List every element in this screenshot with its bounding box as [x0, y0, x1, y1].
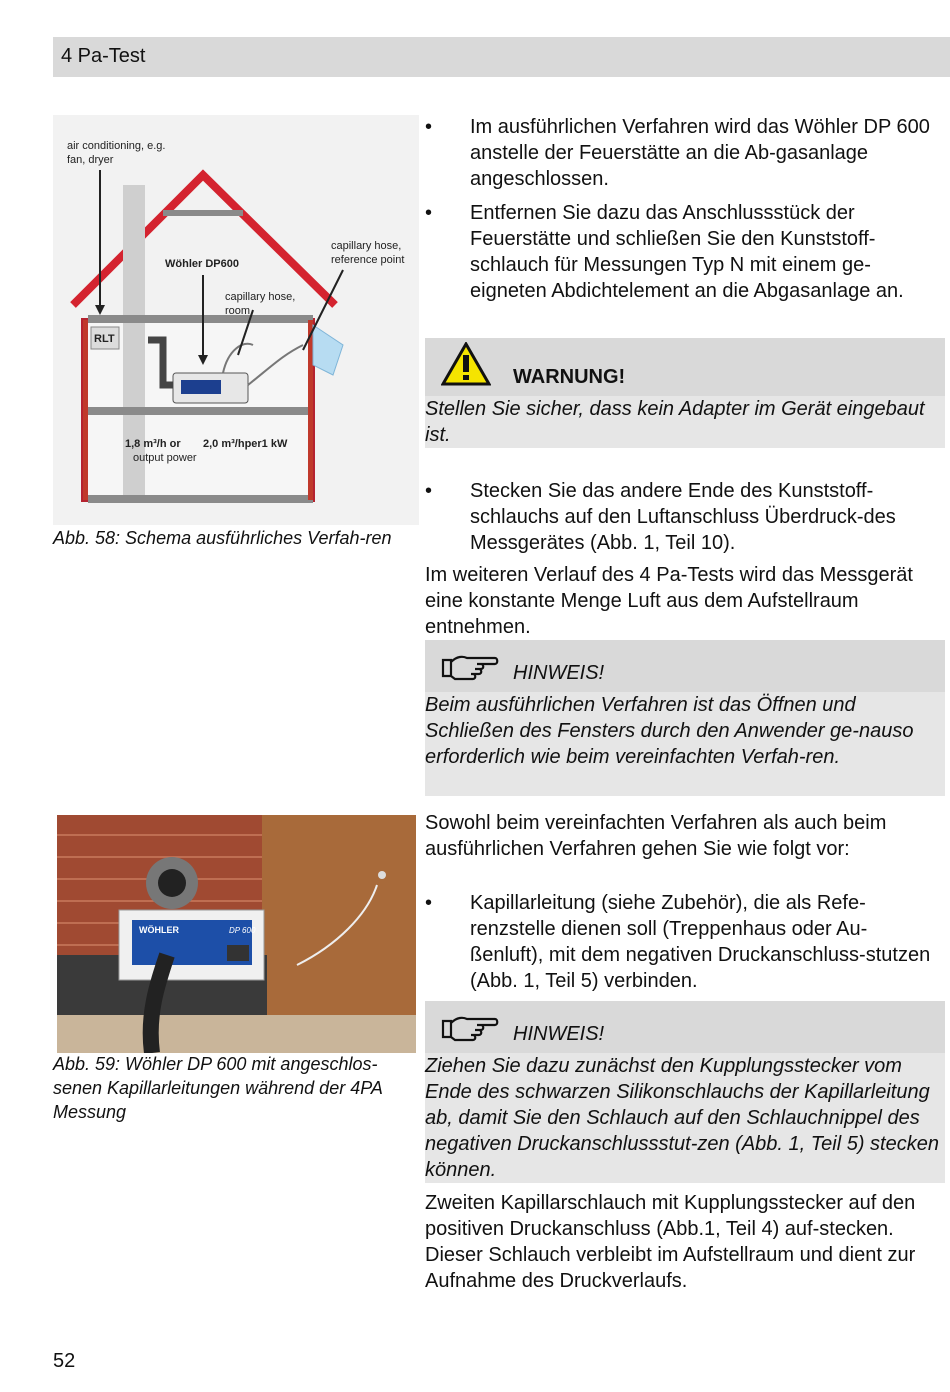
label-cap-ref2: reference point [331, 254, 405, 266]
label-cap-ref: capillary hose, [331, 240, 402, 252]
page-header [53, 37, 950, 77]
hint1-body: Beim ausführlichen Verfahren ist das Öffnen und Schließen des Fensters durch den Anwender ge-nauso erforderlich wie beim vereinfachten Verfah-ren. [425, 692, 945, 796]
hint2-body: Ziehen Sie dazu zunächst den Kupplungsstecker vom Ende des schwarzen Silikonschlauchs der Kapillarleitung ab, damit Sie den Schlauch auf den Schlauchnippel des negativen Druckanschlussstut-zen (Abb. 1, Teil 5) stecken können. [425, 1053, 945, 1183]
pointing-hand-icon [441, 652, 499, 682]
hint2-title: HINWEIS! [513, 1023, 605, 1045]
paragraph: Im weiteren Verlauf des 4 Pa-Tests wird das Messgerät eine konstante Menge Luft aus dem Aufstellraum entnehmen. [425, 564, 913, 638]
paragraph: Zweiten Kapillarschlauch mit Kupplungsstecker auf den positiven Druckanschluss (Abb.1, Teil 4) auf-stecken. Dieser Schlauch verbleibt im Aufstellraum und dient zur Aufnahme des Druckverlaufs. [425, 1192, 916, 1292]
label-device: Wöhler DP600 [165, 258, 239, 270]
bullet-icon: • [425, 116, 433, 138]
hint-header [425, 640, 945, 692]
figure-schematic [53, 115, 419, 525]
bullet-icon: • [425, 480, 433, 502]
warning-header [425, 338, 945, 396]
figure-photo [57, 815, 416, 1053]
label-flow2: 2,0 m³/hper1 kW [203, 438, 288, 450]
label-flow1b: output power [133, 452, 197, 464]
photo-device [57, 815, 416, 1053]
hint1-title: HINWEIS! [513, 662, 605, 684]
figure2-caption: Abb. 59: Wöhler DP 600 mit angeschlos-senen Kapillarleitungen während der 4PA Messung [53, 1054, 383, 1122]
figure1-caption: Abb. 58: Schema ausführliches Verfah-ren [53, 528, 392, 548]
warning-body: Stellen Sie sicher, dass kein Adapter im Gerät eingebaut ist. [425, 396, 945, 448]
page-number: 52 [53, 1350, 76, 1372]
schematic-diagram [53, 115, 419, 525]
bullet-icon: • [425, 892, 433, 914]
label-ac2: fan, dryer [67, 154, 114, 166]
header-title: 4 Pa-Test [61, 45, 146, 67]
bullet-icon: • [425, 202, 433, 224]
warning-icon [441, 342, 491, 386]
label-cap-room: capillary hose, [225, 291, 296, 303]
label-flow1: 1,8 m³/h or [125, 438, 181, 450]
pointing-hand-icon [441, 1013, 499, 1043]
label-rlt: RLT [94, 333, 115, 345]
paragraph: Sowohl beim vereinfachten Verfahren als auch beim ausführlichen Verfahren gehen Sie wie folgt vor: [425, 812, 887, 860]
label-cap-room2: room [225, 305, 251, 317]
hint-header [425, 1001, 945, 1053]
device-model: DP 600 [229, 926, 256, 935]
label-ac: air conditioning, e.g. [67, 140, 166, 152]
warning-title: WARNUNG! [513, 366, 626, 388]
device-brand: WÖHLER [139, 925, 179, 935]
